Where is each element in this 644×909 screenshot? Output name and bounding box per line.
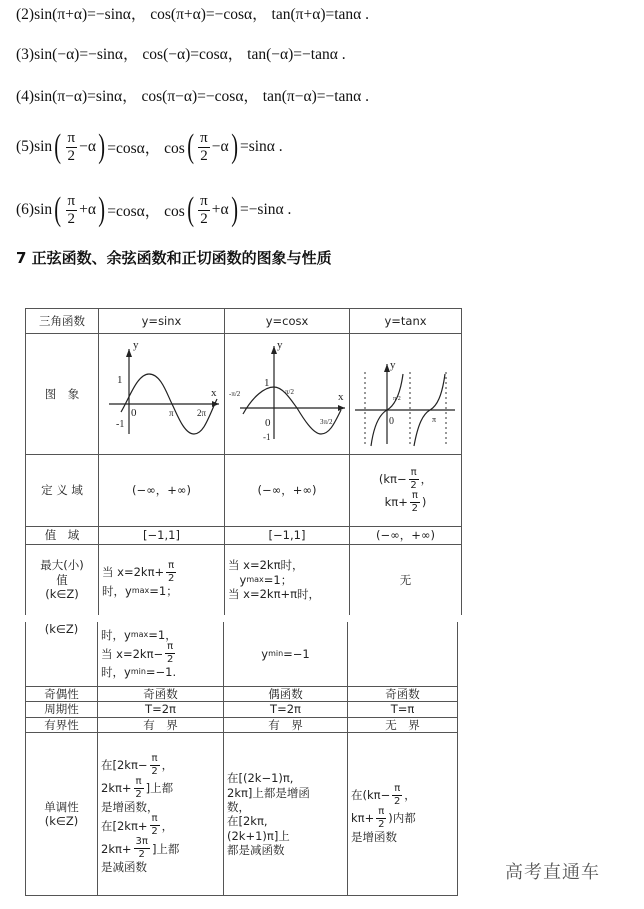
fraction: $\frac{\pi}{2}$	[167, 560, 175, 585]
cell-line	[227, 647, 344, 661]
table-cell	[98, 686, 224, 701]
paren: )	[98, 128, 106, 165]
text: )内都	[388, 811, 416, 826]
cell-line	[227, 718, 344, 732]
cell-line	[101, 860, 220, 874]
formula-2	[16, 0, 369, 33]
table-cell	[98, 701, 224, 717]
fraction: $\frac{\pi}{2}$	[166, 641, 174, 666]
row-label	[26, 334, 99, 455]
table-cell	[348, 622, 458, 686]
svg-text:y: y	[277, 339, 283, 351]
table-row-extrema-cont	[26, 622, 458, 686]
svg-text:π/2: π/2	[285, 388, 294, 396]
formula-3	[16, 33, 346, 73]
svg-text:-1: -1	[116, 419, 125, 430]
text: ，	[161, 758, 174, 773]
text: 2kπ]上都是增函	[227, 785, 310, 800]
text: y	[228, 572, 247, 587]
table-row-period	[26, 701, 458, 717]
cell-line	[29, 483, 95, 497]
text: 无 界	[385, 717, 420, 732]
subscript: min	[268, 648, 284, 658]
table-cell	[224, 701, 348, 717]
svg-text:1: 1	[117, 374, 123, 386]
text: kπ+	[351, 811, 375, 826]
paren: (	[54, 128, 62, 165]
text: T=2π	[270, 702, 301, 717]
paren: )	[230, 191, 238, 228]
table-cell	[348, 686, 458, 701]
fraction: $\frac{\pi}{2}$	[67, 129, 76, 164]
table-row-domain	[26, 455, 462, 527]
text: 奇函数	[385, 686, 420, 701]
cell-line	[101, 754, 220, 777]
svg-text:0: 0	[265, 417, 271, 429]
table-row-header	[26, 309, 462, 334]
cell-line	[102, 483, 221, 497]
fraction: $\frac{\pi}{2}$	[151, 813, 158, 838]
text: 周期性	[44, 702, 79, 717]
cell-line	[227, 786, 344, 800]
cell-line	[353, 491, 458, 514]
text: 数，	[227, 799, 250, 814]
text: 奇函数	[143, 686, 178, 701]
text: (2)sin(π+α)=−sinα， cos(π+α)=−cosα， tan(π+α)=tanα .	[16, 6, 370, 23]
text: −α	[79, 138, 96, 155]
text: 偶函数	[268, 686, 303, 701]
cell-line	[227, 829, 344, 843]
text: (5)sin	[16, 138, 53, 155]
table-cell	[224, 717, 348, 732]
text: =1；	[149, 584, 178, 599]
table-row-graph	[26, 334, 462, 455]
text: −α	[211, 138, 229, 155]
text: 值 域	[44, 528, 80, 543]
svg-text:π: π	[169, 408, 174, 418]
table-cell	[350, 545, 462, 615]
svg-text:x: x	[338, 391, 344, 403]
table-cell	[98, 622, 224, 686]
text: ，	[161, 818, 174, 833]
cell-line	[227, 702, 344, 716]
table-cell	[348, 717, 458, 732]
text: 值	[56, 572, 68, 587]
fraction: $\frac{\pi}{2}$	[394, 783, 401, 808]
svg-text:π/2: π/2	[393, 396, 401, 402]
watermark: 高考直通车	[505, 862, 600, 883]
subscript: min	[130, 667, 146, 677]
formula-6	[16, 190, 291, 230]
paren: (	[54, 191, 62, 228]
table-row-monotonic	[26, 733, 458, 896]
table-cell	[225, 455, 350, 527]
text: ]上都	[151, 841, 180, 856]
svg-text:π: π	[432, 415, 437, 424]
text: 无	[399, 572, 412, 587]
cell-line	[29, 314, 95, 328]
text: (−∞，+∞)	[376, 528, 435, 543]
cell-line	[102, 314, 221, 328]
text: 奇偶性	[44, 686, 79, 701]
row-label	[26, 545, 99, 615]
tan-graph	[350, 334, 461, 451]
sin-graph	[99, 334, 224, 451]
subscript: max	[130, 630, 149, 640]
text: =sinα .	[239, 138, 283, 155]
table-cell	[225, 545, 350, 615]
text: 是增函数，	[101, 799, 159, 814]
table-cell	[350, 455, 462, 527]
cell-line	[101, 718, 220, 732]
text: 在[2kπ+	[101, 818, 148, 833]
text: (−∞，+∞)	[132, 483, 191, 498]
text: 当 x=2kπ+π时，	[228, 586, 321, 601]
svg-text:1: 1	[264, 377, 270, 389]
text: y=tanx	[384, 313, 427, 328]
text: +α	[79, 201, 96, 218]
cell-line	[101, 628, 220, 642]
cell-line	[228, 314, 346, 328]
svg-text:x: x	[211, 387, 217, 399]
cell-line	[227, 843, 344, 857]
svg-text:3π/2: 3π/2	[320, 418, 333, 426]
text: 有界性	[44, 717, 79, 732]
paren: (	[187, 191, 194, 228]
fraction: $\frac{\pi}{2}$	[200, 129, 208, 164]
fraction: $\frac{\pi}{2}$	[378, 806, 385, 831]
paren: )	[98, 191, 106, 228]
fraction: $\frac{\pi}{2}$	[200, 192, 208, 227]
cell-line	[101, 687, 220, 701]
cell-line	[227, 800, 344, 814]
paren: (	[187, 128, 194, 165]
text: 时，y	[101, 665, 131, 680]
text: y=cosx	[265, 313, 309, 328]
text: 是增函数	[351, 830, 397, 845]
cell-line	[102, 561, 221, 584]
subscript: max	[131, 586, 150, 596]
text: y	[261, 646, 269, 661]
section-heading: 7 正弦函数、余弦函数和正切函数的图象与性质	[16, 249, 332, 267]
cell-line	[29, 702, 94, 716]
cell-line	[29, 622, 94, 636]
cell-line	[101, 777, 220, 800]
header-cell	[26, 309, 99, 334]
table-cell	[225, 527, 350, 545]
cell-line	[228, 483, 346, 497]
cell-line	[353, 314, 458, 328]
fraction: $\frac{\pi}{2}$	[410, 466, 417, 491]
trig-table-part-2	[25, 622, 458, 896]
text: 在[2kπ,	[227, 814, 268, 829]
cell-line	[351, 718, 454, 732]
text: =cosα， cos	[107, 203, 185, 220]
text: =1，	[148, 627, 177, 642]
text: =−1	[283, 646, 310, 661]
cell-line	[351, 702, 454, 716]
text: 2kπ+	[101, 841, 132, 856]
text: (3)sin(−α)=−sinα， cos(−α)=cosα， tan(−α)=−tanα .	[16, 46, 346, 63]
row-label	[26, 701, 98, 717]
text: [−1,1]	[143, 528, 180, 543]
table-cell	[348, 701, 458, 717]
text: 当 x=2kπ时，	[228, 558, 304, 573]
text: 在[2kπ−	[101, 758, 148, 773]
cos-graph	[225, 334, 349, 451]
text: 在(kπ−	[351, 788, 391, 803]
fraction: $\frac{\pi}{2}$	[151, 752, 158, 777]
cell-line	[228, 573, 346, 587]
cell-line	[29, 573, 95, 587]
table-cell	[224, 733, 348, 896]
text: 三角函数	[39, 313, 85, 328]
text: 在[(2k−1)π,	[227, 771, 294, 786]
row-label	[26, 527, 99, 545]
cell-line	[351, 807, 454, 830]
text: (k∈Z)	[44, 622, 79, 636]
text: ，	[404, 788, 416, 803]
fraction: $\frac{\pi}{2}$	[411, 489, 419, 514]
cell-line	[101, 702, 220, 716]
cell-line	[29, 587, 95, 601]
text: 图 象	[44, 386, 80, 401]
text: 时，y	[102, 584, 132, 599]
cell-line	[351, 784, 454, 807]
cell-line	[351, 687, 454, 701]
svg-text:-1: -1	[263, 432, 271, 442]
text: 定 义 域	[41, 483, 83, 498]
svg-text:y: y	[133, 339, 139, 351]
text: 2kπ+	[101, 781, 132, 796]
cell-line	[351, 830, 454, 844]
trig-table-part-1	[25, 308, 462, 615]
cell-line	[227, 687, 344, 701]
table-cell	[98, 733, 224, 896]
cell-line	[101, 814, 220, 837]
cell-line	[228, 528, 346, 542]
cell-line	[29, 528, 95, 542]
table-row-parity	[26, 686, 458, 701]
svg-text:0: 0	[389, 416, 394, 427]
text: 是减函数	[101, 860, 147, 875]
cell-line	[227, 814, 344, 828]
cos-graph-cell	[225, 334, 350, 455]
table-cell	[99, 545, 225, 615]
text: kπ+	[384, 494, 408, 509]
cell-line	[353, 528, 458, 542]
table-row-range	[26, 527, 462, 545]
text: y=sinx	[141, 313, 182, 328]
cell-line	[102, 584, 221, 598]
row-label	[26, 455, 99, 527]
cell-line	[101, 665, 220, 679]
text: 当 x=2kπ+	[102, 565, 165, 580]
table-cell	[348, 733, 458, 896]
fraction: $\frac{\pi}{2}$	[135, 775, 142, 800]
row-label	[26, 686, 98, 701]
cell-line	[101, 642, 220, 665]
cell-line	[228, 587, 346, 601]
header-cell	[225, 309, 350, 334]
text: )	[421, 494, 427, 509]
text: =−1.	[145, 665, 177, 680]
cell-line	[29, 558, 95, 572]
text: 当 x=2kπ−	[101, 646, 164, 661]
text: ]上都	[145, 781, 174, 796]
text: =−sinα .	[239, 201, 292, 218]
header-cell	[99, 309, 225, 334]
table-cell	[224, 622, 348, 686]
text: =1；	[263, 572, 293, 587]
svg-text:0: 0	[131, 407, 137, 419]
table-row-bounded	[26, 717, 458, 732]
row-label	[26, 733, 98, 896]
formula-5	[16, 127, 283, 167]
cell-line	[227, 771, 344, 785]
text: +α	[211, 201, 229, 218]
cell-line	[228, 558, 346, 572]
fraction: $\frac{3\pi}{2}$	[135, 836, 148, 861]
text: T=π	[390, 702, 415, 717]
text: 最大(小)	[40, 558, 84, 573]
table-cell	[98, 717, 224, 732]
text: 有 界	[143, 717, 178, 732]
text: [−1,1]	[268, 528, 306, 543]
text: 都是减函数	[227, 843, 285, 857]
text: T=2π	[145, 702, 176, 717]
cell-line	[29, 814, 94, 828]
text: (6)sin	[16, 201, 53, 218]
text: 时，y	[101, 627, 131, 642]
text: (2k+1)π]上	[227, 828, 290, 843]
text: 有 界	[268, 717, 303, 732]
cell-line	[29, 387, 95, 401]
text: (4)sin(π−α)=sinα， cos(π−α)=−cosα， tan(π−α)=−tanα .	[16, 88, 370, 105]
text: (kπ−	[378, 471, 407, 486]
svg-text:2π: 2π	[197, 408, 207, 418]
table-cell	[224, 686, 348, 701]
cell-line	[102, 528, 221, 542]
subscript: max	[246, 574, 264, 584]
header-cell	[350, 309, 462, 334]
svg-text:y: y	[390, 359, 396, 371]
text: (k∈Z)	[45, 586, 79, 601]
cell-line	[29, 687, 94, 701]
svg-text:-π/2: -π/2	[229, 390, 241, 398]
row-label	[26, 717, 98, 732]
cell-line	[29, 718, 94, 732]
cell-line	[29, 800, 94, 814]
text: ，	[420, 471, 433, 486]
table-cell	[99, 527, 225, 545]
table-cell	[350, 527, 462, 545]
cell-line	[101, 800, 220, 814]
tan-graph-cell	[350, 334, 462, 455]
cell-line	[353, 573, 458, 587]
table-row-extrema	[26, 545, 462, 615]
row-label	[26, 622, 98, 686]
sin-graph-cell	[99, 334, 225, 455]
text: =cosα， cos	[107, 140, 185, 157]
paren: )	[230, 128, 238, 165]
table-cell	[99, 455, 225, 527]
text: (k∈Z)	[44, 814, 79, 829]
cell-line	[353, 468, 458, 491]
fraction: $\frac{\pi}{2}$	[67, 192, 76, 227]
cell-line	[101, 837, 220, 860]
text: (−∞，+∞)	[257, 483, 317, 498]
formula-4	[16, 75, 369, 115]
text: 单调性	[44, 799, 79, 814]
